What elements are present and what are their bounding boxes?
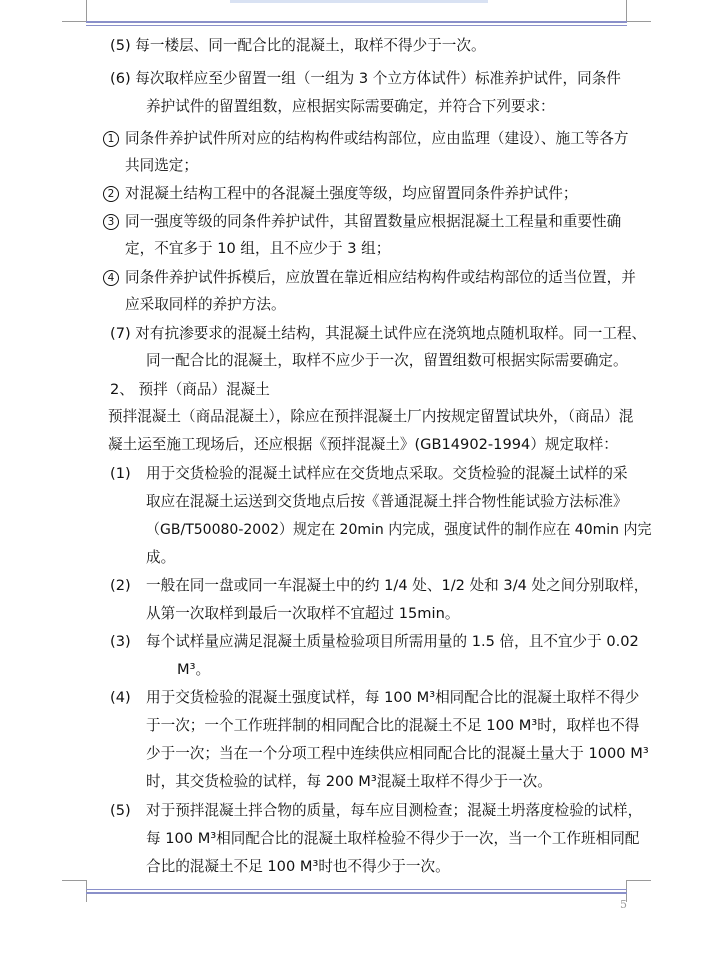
footer-rule-thin xyxy=(86,889,627,890)
footer-rule-thick xyxy=(86,892,627,894)
header-rule-thin xyxy=(86,25,627,26)
text-line: 对混凝土结构工程中的各混凝土强度等级，均应留置同条件养护试件； xyxy=(125,185,578,202)
paren-number-4: (4) xyxy=(110,689,131,706)
header-strip xyxy=(230,0,488,3)
text-line: 养护试件的留置组数，应根据实际需要确定，并符合下列要求： xyxy=(146,98,555,115)
text-line: 同一配合比的混凝土，取样不应少于一次，留置组数可根据实际需要确定。 xyxy=(146,352,628,369)
crop-mark-top-right-v xyxy=(626,0,627,22)
crop-mark-bottom-left-v xyxy=(86,880,87,902)
text-line: 从第一次取样到最后一次取样不宜超过 15min。 xyxy=(146,605,460,622)
text-line: 时，其交货检验的试样，每 200 M³混凝土取样不得少于一次。 xyxy=(146,773,552,790)
header-rule-thick xyxy=(86,21,627,23)
text-line: （GB/T50080-2002）规定在 20min 内完成，强度试件的制作应在 40min 内完 xyxy=(146,521,652,538)
text-line: 于一次；一个工作班拌制的相同配合比的混凝土不足 100 M³时，取样也不得 xyxy=(146,717,640,734)
section-heading: 2、 预拌（商品）混凝土 xyxy=(110,381,270,398)
text-line: 同条件养护试件拆模后，应放置在靠近相应结构构件或结构部位的适当位置，并 xyxy=(125,269,636,286)
crop-mark-top-left-v xyxy=(86,0,87,22)
text-line: (6) 每次取样应至少留置一组（一组为 3 个立方体试件）标准养护试件，同条件 xyxy=(110,70,621,87)
text-line: 少于一次；当在一个分项工程中连续供应相同配合比的混凝土量大于 1000 M³ xyxy=(146,745,649,762)
text-line: 同条件养护试件所对应的结构构件或结构部位，应由监理（建设）、施工等各方 xyxy=(125,130,629,147)
text-line: 每 100 M³相同配合比的混凝土取样检验不得少于一次，当一个工作班相同配 xyxy=(146,830,640,847)
text-line: 用于交货检验的混凝土试样应在交货地点采取。交货检验的混凝土试样的采 xyxy=(146,465,628,482)
text-line: 定，不宜多于 10 组，且不应少于 3 组； xyxy=(125,240,391,257)
circled-number-2: 2 xyxy=(103,184,119,204)
text-line: 成。 xyxy=(146,549,176,566)
paren-number-2: (2) xyxy=(110,577,131,594)
text-line: 合比的混凝土不足 100 M³时也不得少于一次。 xyxy=(146,858,450,875)
text-line: (7) 对有抗渗要求的混凝土结构，其混凝土试件应在浇筑地点随机取样。同一工程、 xyxy=(110,325,647,342)
text-line: (5) 每一楼层、同一配合比的混凝土，取样不得少于一次。 xyxy=(110,37,486,54)
circled-number-1: 1 xyxy=(103,129,119,149)
paren-number-3: (3) xyxy=(110,633,131,650)
text-line: 取应在混凝土运送到交货地点后按《普通混凝土拌合物性能试验方法标准》 xyxy=(146,493,628,510)
page-number: 5 xyxy=(620,898,627,911)
crop-mark-bottom-left-h xyxy=(62,880,86,881)
paren-number-5: (5) xyxy=(110,802,131,819)
text-line: 用于交货检验的混凝土强度试样，每 100 M³相同配合比的混凝土取样不得少 xyxy=(146,689,640,706)
circled-number-3: 3 xyxy=(103,212,119,232)
text-line: 对于预拌混凝土拌合物的质量，每车应目测检查；混凝土坍落度检验的试样， xyxy=(146,802,643,819)
crop-mark-top-left-h xyxy=(62,21,86,22)
text-line: 每个试样量应满足混凝土质量检验项目所需用量的 1.5 倍，且不宜少于 0.02 xyxy=(146,633,639,650)
crop-mark-top-right-h xyxy=(627,21,651,22)
text-line: 共同选定； xyxy=(125,157,198,174)
paren-number-1: (1) xyxy=(110,465,131,482)
text-line: 同一强度等级的同条件养护试件，其留置数量应根据混凝土工程量和重要性确 xyxy=(125,213,622,230)
text-line: 应采取同样的养护方法。 xyxy=(125,296,286,313)
text-line: 一般在同一盘或同一车混凝土中的约 1/4 处、1/2 处和 3/4 处之间分别取样， xyxy=(146,577,649,594)
crop-mark-bottom-right-h xyxy=(627,880,651,881)
text-line: 预拌混凝土（商品混凝土），除应在预拌混凝土厂内按规定留置试块外，（商品）混 xyxy=(108,408,634,425)
text-line: 凝土运至施工现场后，还应根据《预拌混凝土》(GB14902-1994）规定取样： xyxy=(108,436,618,453)
text-line: M³。 xyxy=(177,661,211,678)
circled-number-4: 4 xyxy=(103,268,119,288)
